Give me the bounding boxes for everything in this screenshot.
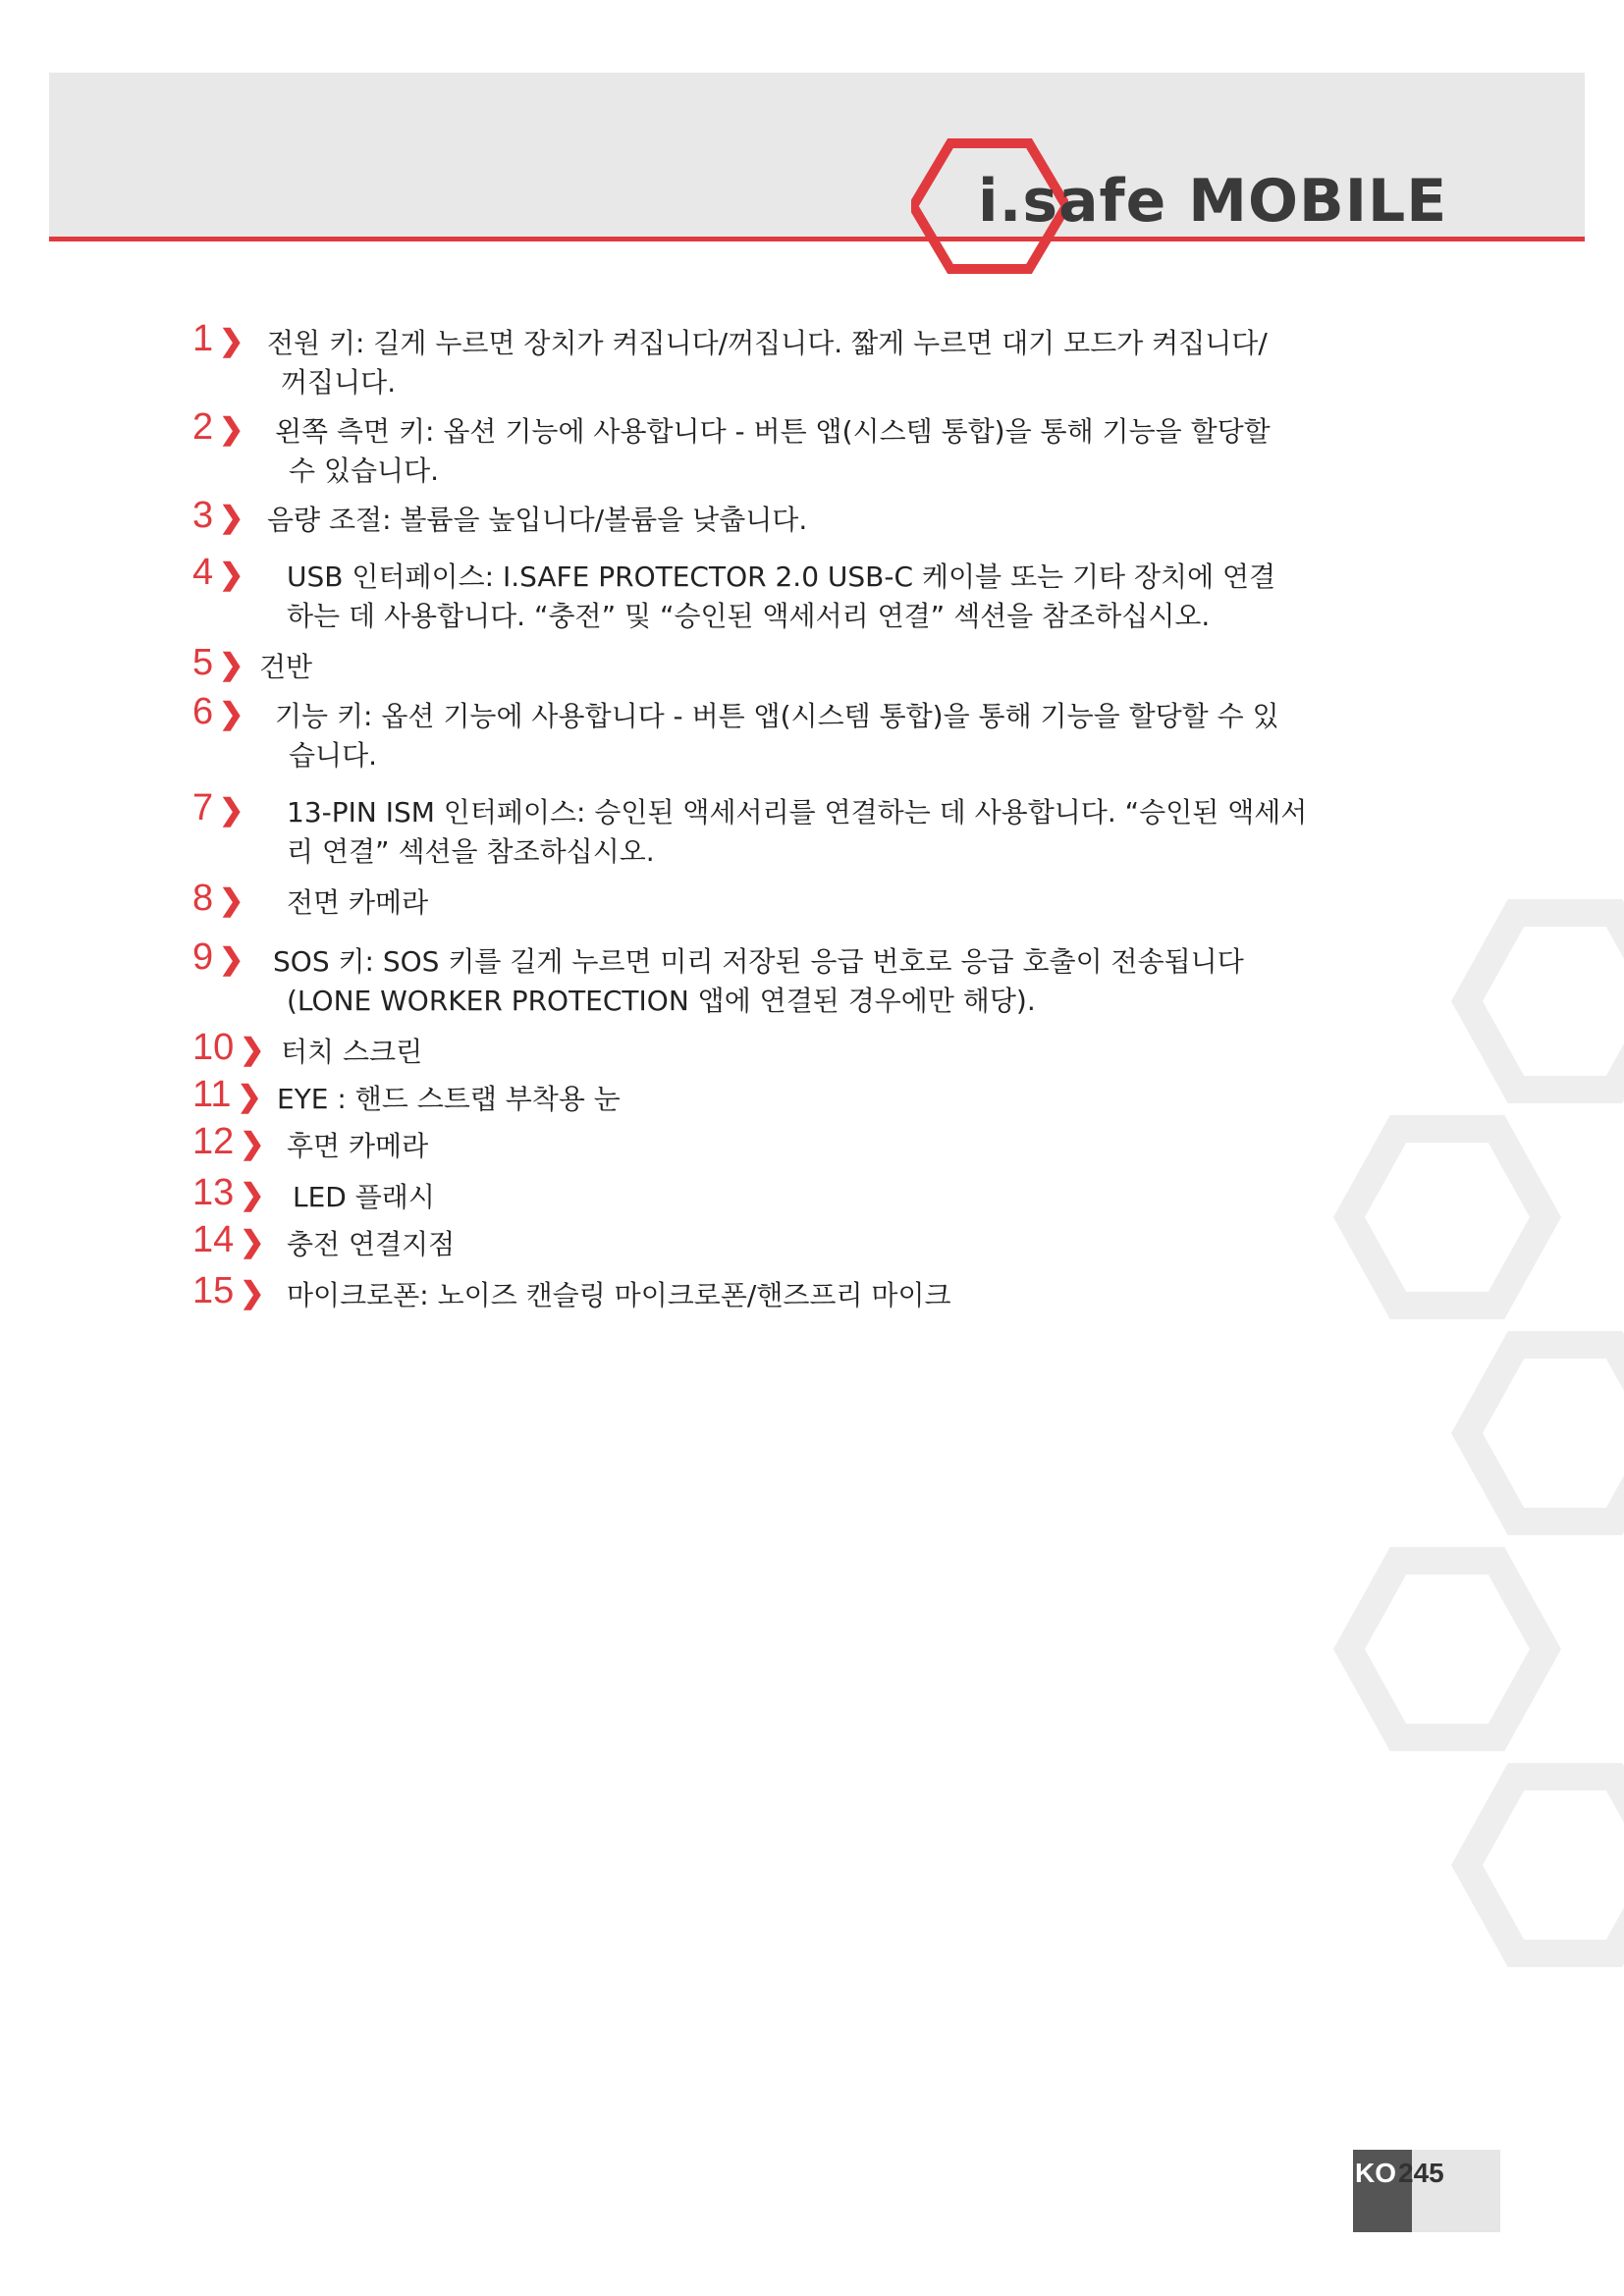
item-number: 8 [192,878,214,919]
chevron-right-icon: ❯ [240,1277,265,1309]
language-code: KO [1355,2158,1396,2188]
item-number: 15 [192,1270,235,1311]
chevron-right-icon: ❯ [219,325,244,357]
item-number: 5 [192,642,214,683]
item-number: 13 [192,1172,235,1213]
item-text-line: 습니다. [289,739,378,772]
chevron-right-icon: ❯ [219,413,244,446]
item-text-line: 전면 카메라 [287,886,429,919]
item-number: 6 [192,691,214,732]
chevron-right-icon: ❯ [240,1034,265,1066]
item-text-line: 수 있습니다. [289,454,440,487]
item-text-line: 꺼집니다. [281,366,397,399]
item-number: 14 [192,1219,235,1260]
chevron-right-icon: ❯ [219,559,244,591]
item-number: 11 [192,1074,232,1115]
chevron-right-icon: ❯ [240,1128,265,1160]
item-text-line: 13-PIN ISM 인터페이스: 승인된 액세서리를 연결하는 데 사용합니다. “승인된 액세서 [287,796,1308,828]
item-text-line: 충전 연결지점 [287,1228,456,1260]
item-number: 3 [192,495,214,536]
chevron-right-icon: ❯ [219,502,244,534]
chevron-right-icon: ❯ [219,698,244,730]
brand-logo: i.safe MOBILE [978,167,1448,236]
chevron-right-icon: ❯ [219,794,244,827]
item-text-line: 후면 카메라 [287,1130,429,1162]
item-number: 10 [192,1027,235,1068]
item-number: 4 [192,552,214,593]
item-text-line: 음량 조절: 볼륨을 높입니다/볼륨을 낮춥니다. [267,504,808,536]
item-number: 7 [192,787,214,828]
item-text-line: (LONE WORKER PROTECTION 앱에 연결된 경우에만 해당). [287,985,1036,1017]
hexagon-pattern-decoration [1251,883,1624,2061]
item-text-line: LED 플래시 [293,1181,435,1213]
chevron-right-icon: ❯ [219,649,244,681]
item-text-line: EYE : 핸드 스트랩 부착용 눈 [277,1083,621,1115]
item-text-line: 터치 스크린 [281,1036,423,1068]
item-text-line: SOS 키: SOS 키를 길게 누르면 미리 저장된 응급 번호로 응급 호출이 전송됩니다 [273,945,1244,978]
item-text-line: 마이크로폰: 노이즈 캔슬링 마이크로폰/핸즈프리 마이크 [287,1279,951,1311]
page-number: 245 [1398,2158,1444,2188]
item-text-line: 왼쪽 측면 키: 옵션 기능에 사용합니다 - 버튼 앱(시스템 통합)을 통해 기능을 할당할 [275,415,1271,448]
header-red-line [49,237,1585,241]
chevron-right-icon: ❯ [237,1081,262,1113]
item-number: 1 [192,318,214,359]
item-text-line: 리 연결” 섹션을 참조하십시오. [287,835,655,868]
item-text-line: USB 인터페이스: I.SAFE PROTECTOR 2.0 USB-C 케이블 또는 기타 장치에 연결 [287,561,1276,593]
item-text-line: 하는 데 사용합니다. “충전” 및 “승인된 액세서리 연결” 섹션을 참조하십시오. [287,600,1211,632]
item-number: 12 [192,1121,235,1162]
item-number: 2 [192,406,214,448]
chevron-right-icon: ❯ [240,1226,265,1258]
item-text-line: 전원 키: 길게 누르면 장치가 켜집니다/꺼집니다. 짧게 누르면 대기 모드가 켜집니다/ [267,327,1268,359]
item-text-line: 건반 [259,651,313,683]
item-text-line: 기능 키: 옵션 기능에 사용합니다 - 버튼 앱(시스템 통합)을 통해 기능을 할당할 수 있 [275,700,1279,732]
chevron-right-icon: ❯ [240,1179,265,1211]
item-number: 9 [192,936,214,978]
chevron-right-icon: ❯ [219,884,244,917]
chevron-right-icon: ❯ [219,943,244,976]
